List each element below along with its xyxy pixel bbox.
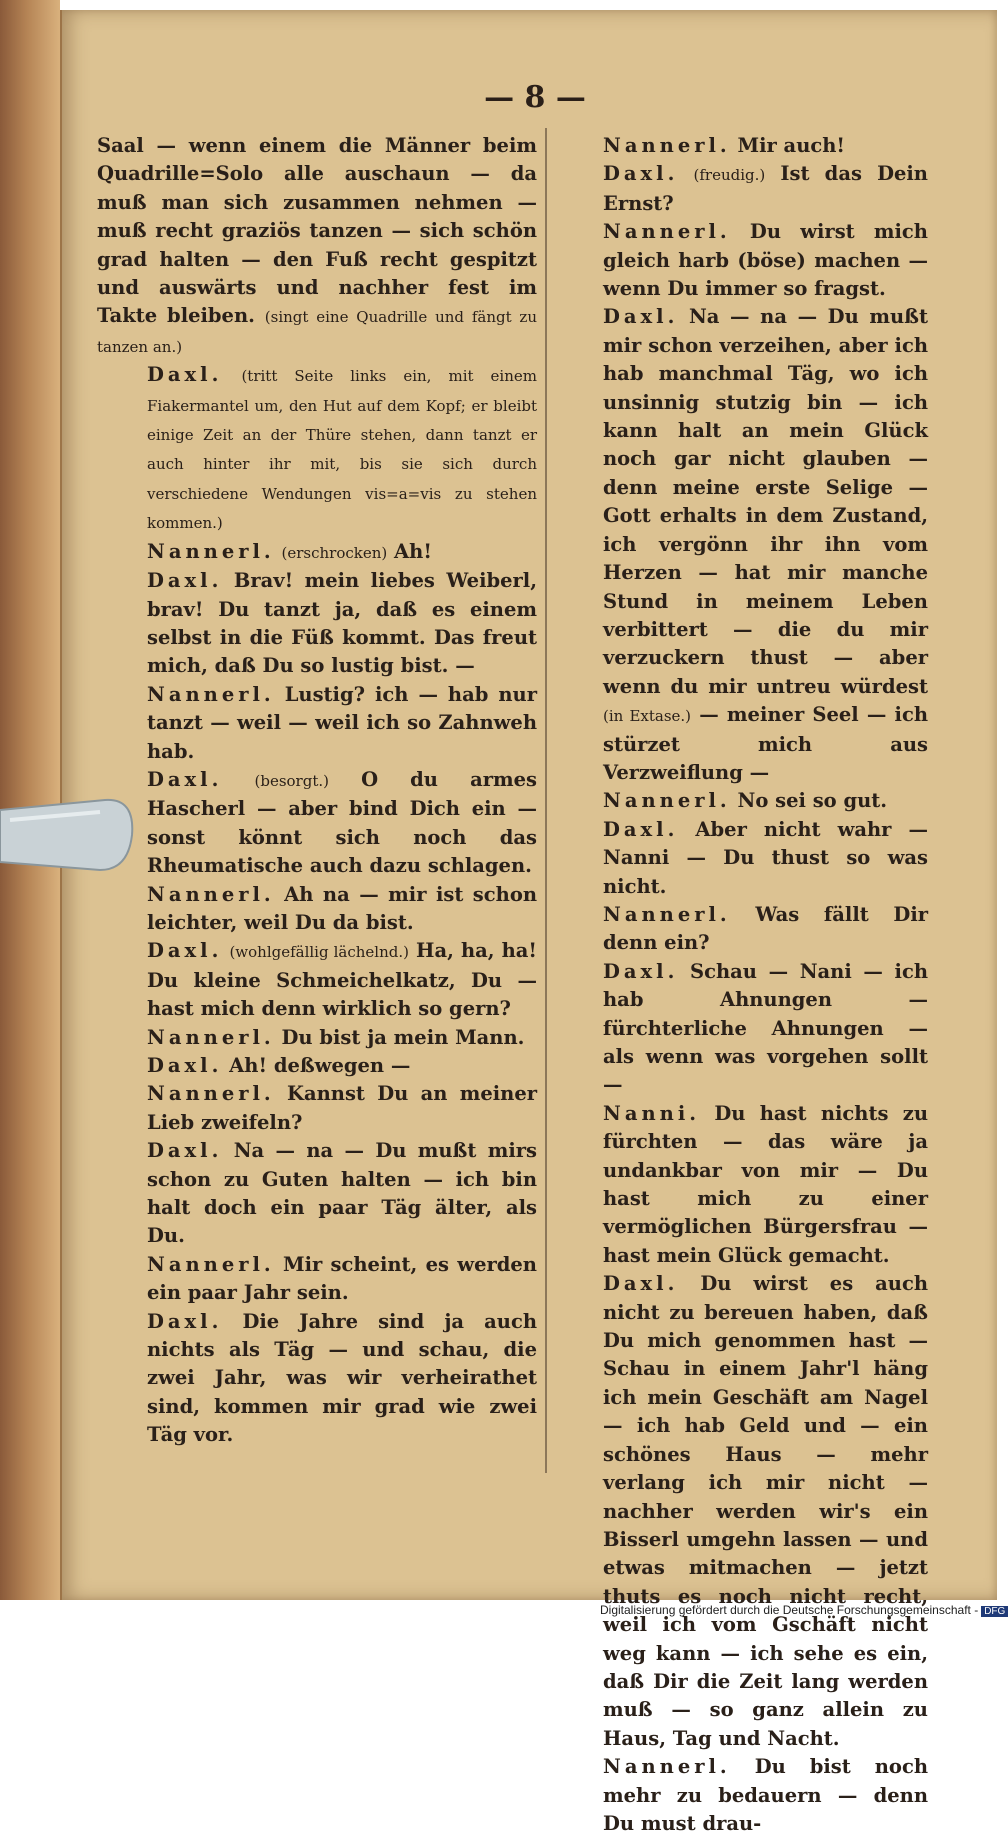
- speaker-name: Nannerl.: [603, 789, 731, 813]
- speaker-name: Nannerl.: [147, 882, 275, 906]
- speech-paragraph: [97, 361, 537, 537]
- speech-paragraph: [97, 1052, 537, 1080]
- dialogue-text: Du wirst es auch nicht zu bereuen haben, daß Du mich genommen hast — Schau in einem Jahr'l häng ich mein Geschäft am Nagel — ich hab Geld und — ein schönes Haus — mehr verlang ich mir nicht — nachher werden wir's ein Bisserl umgehn lassen — und etwas mitmachen — jetzt thuts es noch nicht recht, weil ich vom Gschäft nicht weg kann — ich sehe es ein, daß Dir die Zeit lang werden muß — so ganz allein zu Haus, Tag und Nacht.: [603, 1272, 929, 1750]
- stage-direction: (besorgt.): [254, 771, 329, 790]
- speaker-name: Daxl.: [147, 1054, 223, 1077]
- dialogue-text: Aber nicht wahr — Nanni — Du thust so was nicht.: [603, 817, 928, 898]
- dialogue-text: Ah na — mir ist schon leichter, weil Du da bist.: [147, 882, 538, 934]
- dialogue-text: Du wirst mich gleich harb (böse) machen — wenn Du immer so fragst.: [603, 220, 928, 301]
- stage-direction: (tritt Seite links ein, mit einem Fiakermantel um, den Hut auf dem Kopf; er bleibt einige Zeit an der Thüre stehen, dann tanzt er auch hinter ihr mit, bis sie sich durch verschiedene Wendungen vis=a=vis zu stehen kommen.): [147, 367, 537, 533]
- continued-paragraph: [97, 132, 537, 361]
- speech-paragraph: [97, 1308, 537, 1450]
- dialogue-text: Du bist noch mehr zu bedauern — denn Du must drau-: [603, 1755, 928, 1835]
- speech-paragraph: [553, 901, 928, 958]
- speech-paragraph: [97, 1137, 537, 1251]
- speech-paragraph: [97, 1024, 537, 1052]
- stage-direction: (freudig.): [693, 166, 766, 185]
- speech-paragraph: [97, 766, 537, 881]
- dialogue-text: Na — na — Du mußt mir schon verzeihen, aber ich hab manchmal Täg, wo ich unsinnig stutzig bin — ich kann halt an mein Glück noch gar nicht glauben — denn meine erste Selige — Gott erhalts in dem Zustand, ich vergönn ihr ihn vom Herzen — hat mir manche Stund in meinem Leben verbittert — die du mir verzuckern thust — aber wenn du mir untreu würdest: [603, 305, 928, 698]
- speaker-name: Daxl.: [603, 1272, 679, 1296]
- dialogue-text: No sei so gut.: [737, 789, 888, 813]
- speech-paragraph: [553, 218, 928, 303]
- stage-direction: (in Extase.): [603, 707, 692, 726]
- speaker-name: Daxl.: [603, 162, 679, 186]
- speech-paragraph: [553, 816, 928, 901]
- speaker-name: Nannerl.: [147, 682, 275, 706]
- speaker-name: Nannerl.: [147, 1252, 275, 1276]
- footer-text: Digitalisierung gefördert durch die Deutsche Forschungsgemeinschaft -: [600, 1603, 979, 1617]
- dialogue-text: Die Jahre sind ja auch nichts als Täg — und schau, die zwei Jahr, was wir verheirathet sind, kommen mir grad wie zwei Täg vor.: [147, 1309, 537, 1447]
- speaker-name: Daxl.: [147, 1139, 223, 1163]
- dialogue-text: Ah!: [394, 539, 432, 563]
- speaker-name: Daxl.: [147, 1309, 223, 1333]
- speaker-name: Daxl.: [147, 939, 223, 963]
- speech-paragraph: [553, 1100, 928, 1270]
- speech-paragraph: [553, 1270, 928, 1753]
- speaker-name: Nanni.: [603, 1101, 701, 1125]
- speech-paragraph: [553, 1753, 928, 1838]
- speaker-name: Daxl.: [147, 767, 223, 791]
- speaker-name: Nannerl.: [147, 1025, 275, 1049]
- speech-paragraph: [97, 881, 537, 938]
- speaker-name: Daxl.: [603, 305, 679, 329]
- left-column: [97, 132, 537, 1450]
- dialogue-text: Schau — Nani — ich hab Ahnungen — fürchterliche Ahnungen — als wenn was vorgehen sollt —: [603, 959, 928, 1097]
- dfg-logo: DFG: [981, 1606, 1008, 1617]
- dialogue-text: Kannst Du an meiner Lieb zweifeln?: [147, 1082, 537, 1134]
- speech-paragraph: [553, 160, 928, 218]
- dialogue-text: Mir auch!: [737, 134, 845, 157]
- speech-paragraph: [553, 132, 928, 160]
- dialogue-text: Brav! mein liebes Weiberl, brav! Du tanzt ja, daß es einem selbst in die Füß kommt. Das freut mich, daß Du so lustig bist. —: [147, 569, 537, 678]
- speech-paragraph: [97, 937, 537, 1023]
- dialogue-text: Ist das Dein Ernst?: [603, 162, 928, 215]
- speech-paragraph: [553, 787, 928, 815]
- stage-direction: (singt eine Quadrille und fängt zu tanzen an.): [97, 308, 537, 356]
- speaker-name: Daxl.: [603, 959, 679, 983]
- right-column: [553, 132, 928, 1838]
- stage-direction: (erschrocken): [281, 543, 388, 562]
- stage-direction: (wohlgefällig lächelnd.): [229, 943, 409, 962]
- dialogue-text: Du bist ja mein Mann.: [281, 1025, 525, 1049]
- speaker-name: Nannerl.: [147, 1082, 275, 1106]
- dialogue-text: Ah! deßwegen —: [229, 1054, 411, 1077]
- dialogue-text: Was fällt Dir denn ein?: [603, 902, 928, 955]
- speaker-name: Nannerl.: [603, 220, 731, 244]
- page-number: — 8 —: [484, 80, 586, 115]
- dialogue-text: Saal — wenn einem die Männer beim Quadrille=Solo alle auschaun — da muß man sich zusammen nehmen — muß recht graziös tanzen — sich schön grad halten — den Fuß recht gespitzt und auswärts und nachher fest im Takte bleiben.: [97, 134, 537, 328]
- dialogue-text: Du hast nichts zu fürchten — das wäre ja undankbar von mir — Du hast mich zu einer vermöglichen Bürgersfrau — hast mein Glück gemacht.: [603, 1101, 928, 1267]
- speech-paragraph: [553, 303, 928, 787]
- speaker-name: Nannerl.: [147, 539, 275, 563]
- speaker-name: Nannerl.: [603, 134, 731, 157]
- speech-paragraph: [553, 958, 928, 1100]
- dialogue-text: Mir scheint, es werden ein paar Jahr sein.: [147, 1252, 537, 1305]
- speaker-name: Daxl.: [147, 363, 223, 387]
- digitization-footer: [600, 1603, 1006, 1617]
- page-clip-tab: [0, 790, 140, 880]
- speech-paragraph: [97, 681, 537, 766]
- dialogue-text: Na — na — Du mußt mirs schon zu Guten halten — ich bin halt doch ein paar Täg älter, als Du.: [147, 1139, 537, 1248]
- speaker-name: Nannerl.: [603, 902, 731, 926]
- speech-paragraph: [97, 1251, 537, 1308]
- dialogue-text: — meiner Seel — ich stürzet mich aus Verzweiflung —: [603, 703, 928, 784]
- speaker-name: Daxl.: [147, 569, 223, 593]
- speaker-name: Daxl.: [603, 817, 679, 841]
- dialogue-text: Lustig? ich — hab nur tanzt — weil — weil ich so Zahnweh hab.: [147, 682, 537, 763]
- dialogue-text: O du armes Hascherl — aber bind Dich ein — sonst könnt sich noch das Rheumatische auch dazu schlagen.: [147, 767, 537, 878]
- dialogue-text: Ha, ha, ha! Du kleine Schmeichelkatz, Du — hast mich denn wirklich so gern?: [147, 939, 537, 1021]
- speech-paragraph: [97, 1080, 537, 1137]
- speaker-name: Nannerl.: [603, 1755, 731, 1779]
- speech-paragraph: [97, 567, 537, 681]
- column-divider: [545, 128, 547, 1473]
- speech-paragraph: [97, 538, 537, 567]
